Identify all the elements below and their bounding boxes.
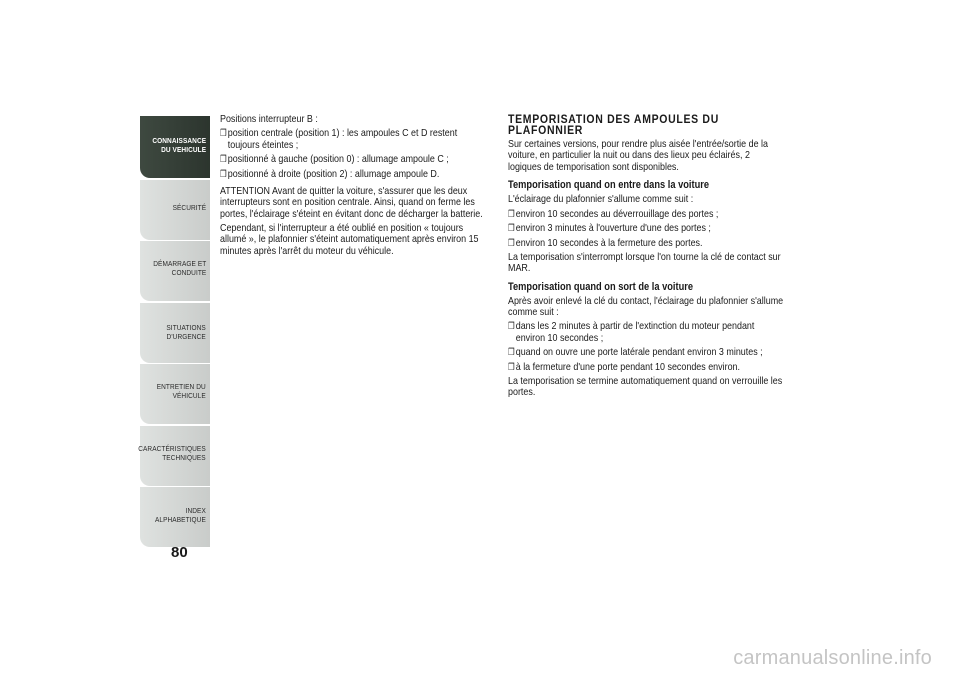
tab-securite[interactable] xyxy=(140,180,210,240)
subsection-intro: L'éclairage du plafonnier s'allume comme suit : xyxy=(508,194,694,206)
intro-paragraph: Sur certaines versions, pour rendre plus aisée l'entrée/sortie de la voiture, en particulier la nuit ou dans des lieux peu éclairés, 2 logiques de temporisation sont disponibles. xyxy=(508,139,769,173)
intro-text: Positions interrupteur B : xyxy=(220,114,318,125)
subsection-intro: Après avoir enlevé la clé du contact, l'éclairage du plafonnier s'allume comme suit : xyxy=(508,295,784,318)
tab-label: INDEX ALPHABETIQUE xyxy=(155,506,206,524)
attention-paragraph: ATTENTION Avant de quitter la voiture, s'assurer que les deux interrupteurs sont en position centrale. Ainsi, quand on ferme les portes, l'éclairage s'éteint en évitant donc de décharger la batterie. xyxy=(220,186,483,220)
bullet-icon: ❒ xyxy=(508,237,515,249)
list-item: ❒ environ 10 secondes au déverrouillage des portes ; xyxy=(508,208,719,220)
tab-caracteristiques-techniques[interactable] xyxy=(140,426,210,486)
tab-label: DÉMARRAGE ET CONDUITE xyxy=(152,259,206,277)
tab-label: SÉCURITÉ xyxy=(172,202,206,212)
list-item: ❒ à la fermeture d'une porte pendant 10 secondes environ. xyxy=(508,361,741,373)
subsection-outro: La temporisation s'interrompt lorsque l'on tourne la clé de contact sur MAR. xyxy=(508,252,781,275)
list-item: ❒ environ 10 secondes à la fermeture des portes. xyxy=(508,237,703,249)
bullet-icon: ❒ xyxy=(508,321,515,333)
watermark: carmanualsonline.info xyxy=(733,647,932,669)
bullet-icon: ❒ xyxy=(220,168,227,180)
bullet-icon: ❒ xyxy=(508,223,515,235)
bullet-icon: ❒ xyxy=(220,128,227,140)
tab-demarrage-et-conduite[interactable] xyxy=(140,241,210,301)
list-item: ❒ positionné à gauche (position 0) : allumage ampoule C ; xyxy=(220,154,449,166)
bullet-icon: ❒ xyxy=(508,208,515,220)
right-column xyxy=(508,114,828,402)
tab-label: CONNAISSANCE DU VEHICULE xyxy=(152,136,206,154)
section-heading: TEMPORISATION DES AMPOULES DU PLAFONNIER xyxy=(508,112,719,137)
tab-label: SITUATIONS D'URGENCE xyxy=(166,322,206,341)
subsection-title-exit: Temporisation quand on sort de la voiture xyxy=(508,280,694,293)
bullet-icon: ❒ xyxy=(508,361,515,373)
left-column xyxy=(220,114,530,260)
tab-connaissance-du-vehicule[interactable] xyxy=(140,116,210,178)
tab-index-alphabetique[interactable] xyxy=(140,487,210,547)
note-paragraph: Cependant, si l'interrupteur a été oublié en position « toujours allumé », le plafonnier s'éteint automatiquement après environ 15 minutes après l'arrêt du moteur du véhicule. xyxy=(220,223,479,257)
tab-label: ENTRETIEN DU VÉHICULE xyxy=(156,382,206,400)
list-item: ❒ quand on ouvre une porte latérale pendant environ 3 minutes ; xyxy=(508,347,763,359)
subsection-outro: La temporisation se termine automatiquement quand on verrouille les portes. xyxy=(508,376,783,399)
bullet-icon: ❒ xyxy=(508,347,515,359)
tab-situations-d-urgence[interactable] xyxy=(140,303,210,363)
list-item: ❒ dans les 2 minutes à partir de l'extinction du moteur pendant environ 10 secondes ; xyxy=(508,321,755,344)
list-item: ❒ positionné à droite (position 2) : allumage ampoule D. xyxy=(220,168,440,180)
tab-label: CARACTÉRISTIQUES TECHNIQUES xyxy=(138,443,206,462)
list-item: ❒ position centrale (position 1) : les ampoules C et D restent toujours éteintes ; xyxy=(220,128,458,151)
page-number: 80 xyxy=(171,544,188,561)
list-item: ❒ environ 3 minutes à l'ouverture d'une des portes ; xyxy=(508,223,711,235)
bullet-icon: ❒ xyxy=(220,154,227,166)
subsection-title-entry: Temporisation quand on entre dans la voiture xyxy=(508,179,710,192)
tab-entretien-du-vehicule[interactable] xyxy=(140,364,210,424)
chapter-sidebar xyxy=(140,116,210,549)
